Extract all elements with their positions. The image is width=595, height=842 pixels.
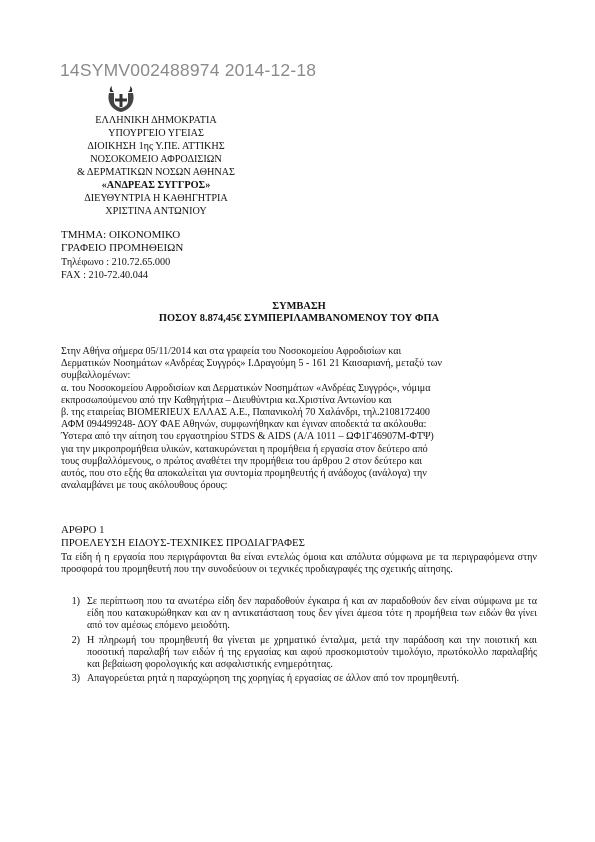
header-line: «ΑΝΔΡΕΑΣ ΣΥΓΓΡΟΣ» <box>101 180 211 191</box>
intro-line: Δερματικών Νοσημάτων «Ανδρέας Συγγρός» Ι.Δραγούμη 5 - 161 21 Καισαριανή, μεταξύ των <box>61 358 442 370</box>
department-name: ΤΜΗΜΑ: ΟΙΚΟΝΟΜΙΚΟ <box>61 229 181 241</box>
intro-line: για την μικροπρομήθεια υλικών, κατακυρώνεται η προμήθεια ή εργασία στον δεύτερο από <box>61 443 428 455</box>
greek-coat-of-arms-icon <box>106 83 136 113</box>
list-item <box>61 596 537 633</box>
department-info <box>61 229 183 283</box>
list-item-number: 2) <box>71 634 80 646</box>
list-item-number: 1) <box>71 596 80 607</box>
fax-number: FAX : 210-72.40.044 <box>61 270 148 282</box>
intro-line: εκπροσωπούμενου από την Καθηγήτρια – Διευθύντρια κα.Χριστίνα Αντωνίου και <box>61 394 392 406</box>
header-line: ΔΙΕΥΘΥΝΤΡΙΑ Η ΚΑΘΗΓΗΤΡΙΑ <box>84 193 228 204</box>
contract-title-block <box>61 301 537 325</box>
institution-header <box>48 114 264 218</box>
intro-line: β. της εταιρείας BIOMERIEUX ΕΛΛΑΣ Α.Ε., Παπανικολή 70 Χαλάνδρι, τηλ.2108172400 <box>61 407 430 419</box>
list-item-number: 3) <box>71 673 80 685</box>
intro-line: ΑΦΜ 094499248- ΔΟΥ ΦΑΕ Αθηνών, συμφωνήθηκαν και έγιναν αποδεκτά τα ακόλουθα: <box>61 419 427 431</box>
article-intro: Τα είδη ή η εργασία που περιγράφονται θα είναι εντελώς όμοια και απόλυτα σύμφωνα με τα περιγραφόμενα στην προσφορά του προμηθευτή που την συνοδεύουν οι τεχνικές προδιαγραφές της σχετικής αίτησης. <box>61 552 537 576</box>
intro-line: α. του Νοσοκομείου Αφροδισίων και Δερματικών Νοσημάτων «Ανδρέας Συγγρός», νόμιμα <box>61 382 431 394</box>
list-item-text: Η πληρωμή του προμηθευτή θα γίνεται με χρηματικό ένταλμα, μετά την παράδοση και την ποιοτική και ποσοτική παραλαβή των ειδών ή της εργασίας και αφού προσκομιστούν τιμολόγιο, πρωτόκολλο παραλαβής και βεβαίωση φορολογικής και ασφαλιστικής ενημερότητας. <box>87 634 537 671</box>
header-line: ΥΠΟΥΡΓΕΙΟ ΥΓΕΙΑΣ <box>108 128 204 139</box>
intro-line: αναλαμβάνει με τους ακόλουθους όρους: <box>61 480 228 492</box>
list-item <box>61 635 537 672</box>
document-stamp: 14SYMV002488974 2014-12-18 <box>60 60 317 80</box>
article-title: ΑΡΘΡΟ 1 <box>61 524 105 536</box>
article-heading: ΠΡΟΕΛΕΥΣΗ ΕΙΔΟΥΣ-ΤΕΧΝΙΚΕΣ ΠΡΟΔΙΑΓΡΑΦΕΣ <box>61 537 305 549</box>
header-line: & ΔΕΡΜΑΤΙΚΩΝ ΝΟΣΩΝ ΑΘΗΝΑΣ <box>77 167 235 178</box>
phone-number: Τηλέφωνο : 210.72.65.000 <box>61 256 171 268</box>
office-name: ΓΡΑΦΕΙΟ ΠΡΟΜΗΘΕΙΩΝ <box>61 242 184 255</box>
article-terms-list <box>61 596 537 687</box>
list-item <box>61 673 537 685</box>
intro-line: αυτός, που στο εξής θα αποκαλείται για συντομία προμηθευτής ή ανάδοχος (ανάλογα) την <box>61 468 427 480</box>
contract-intro <box>61 346 537 492</box>
contract-subtitle: ΠΟΣΟΥ 8.874,45€ ΣΥΜΠΕΡΙΛΑΜΒΑΝΟΜΕΝΟΥ ΤΟΥ ΦΠΑ <box>158 313 440 324</box>
intro-line: Ύστερα από την αίτηση του εργαστηρίου STDS & AIDS (Α/Α 1011 – ΩΦ1Γ46907Μ-ΦΤΨ) <box>61 431 434 443</box>
list-item-text: Σε περίπτωση που τα ανωτέρω είδη δεν παραδοθούν έγκαιρα ή και αν παραδοθούν δεν είναι σύμφωνα με τα είδη που κατακυρώθηκαν και αν η αντικατάσταση τους δεν γίνει άμεσα τότε η προμήθεια των ειδών θα γίνει από τον αμέσως επόμενο μειοδότη. <box>87 596 537 632</box>
intro-line: Στην Αθήνα σήμερα 05/11/2014 και στα γραφεία του Νοσοκομείου Αφροδισίων και <box>61 346 402 357</box>
list-item-text: Απαγορεύεται ρητά η παραχώρηση της χορηγίας ή εργασίας σε άλλον από τον προμηθευτή. <box>87 673 460 685</box>
header-line: ΝΟΣΟΚΟΜΕΙΟ ΑΦΡΟΔΙΣΙΩΝ <box>90 154 222 165</box>
header-line: ΧΡΙΣΤΙΝΑ ΑΝΤΩΝΙΟΥ <box>105 206 207 217</box>
article-header <box>61 524 305 550</box>
contract-title: ΣΥΜΒΑΣΗ <box>272 301 326 312</box>
header-line: ΕΛΛΗΝΙΚΗ ΔΗΜΟΚΡΑΤΙΑ <box>95 115 217 126</box>
intro-line: συμβαλλομένων: <box>61 370 131 382</box>
intro-line: τους συμβαλλόμενους, ο πρώτος αναθέτει την προμήθεια του άρθρου 2 στον δεύτερο και <box>61 455 423 467</box>
header-line: ΔΙΟΙΚΗΣΗ 1ης Υ.ΠΕ. ΑΤΤΙΚΗΣ <box>87 141 225 152</box>
